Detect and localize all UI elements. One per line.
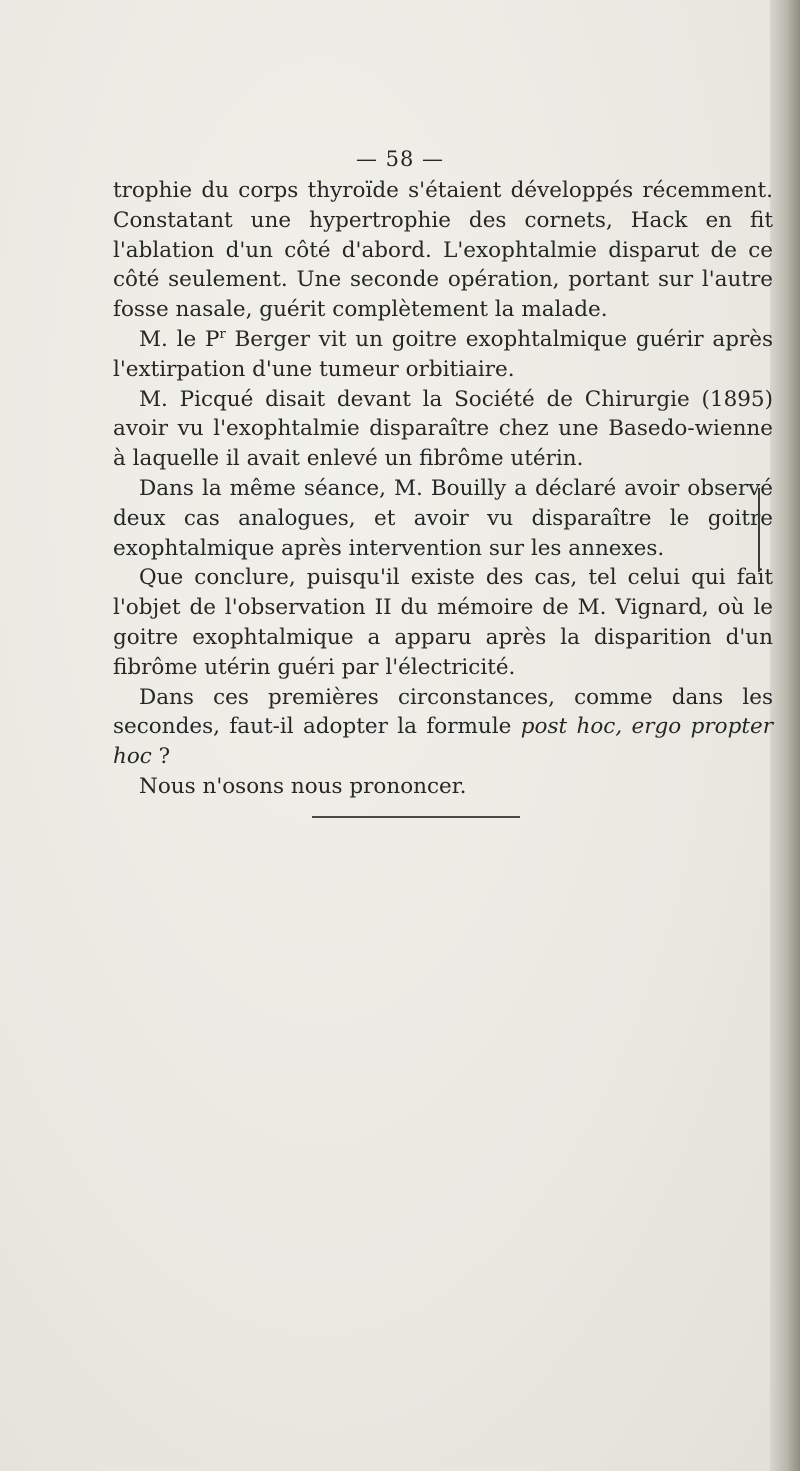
paragraph-conclusion: [113, 563, 773, 682]
paragraph-continuation: [113, 176, 773, 325]
paragraph-text-end: ?: [151, 744, 171, 770]
paragraph-text-start: Dans ces premières circonstances, comme dans les secondes, faut-il adopter la formule: [113, 684, 773, 740]
paragraph-text: M. Picqué disait devant la Société de Chirurgie (1895) avoir vu l'exophtalmie disparaître chez une Basedo-wienne à laquelle il avait enlevé un fibrôme utérin.: [113, 386, 773, 472]
paragraph-text-end: Berger vit un goitre exophtalmique guérir après l'extirpation d'une tumeur orbitiaire.: [113, 326, 773, 382]
paragraph-final: [113, 772, 773, 802]
paragraph-text: Que conclure, puisqu'il existe des cas, tel celui qui fait l'objet de l'observation II du mémoire de M. Vignard, où le goitre exophtalmique a apparu après la disparition d'un fibrôme utérin guéri par l'électricité.: [113, 565, 773, 680]
margin-bracket-mark: [752, 488, 760, 572]
paragraph-text: trophie du corps thyroïde s'étaient développés récemment. Constatant une hypertrophie des cornets, Hack en fit l'ablation d'un côté d'abord. L'exophtalmie disparut de ce côté seulement. Une seconde opération, portant sur l'autre fosse nasale, guérit complètement la malade.: [113, 178, 773, 323]
superscript-title: r: [219, 326, 226, 342]
page-number: — 58 —: [355, 147, 445, 171]
latin-formula: post hoc, ergo propter hoc: [113, 714, 773, 770]
paragraph-bouilly: [113, 474, 773, 563]
paragraph-picque: [113, 385, 773, 474]
body-text: [113, 176, 773, 802]
paragraph-text: Dans la même séance, M. Bouilly a déclaré avoir observé deux cas analogues, et avoir vu disparaître le goitre exophtalmique après intervention sur les annexes.: [113, 475, 773, 561]
paragraph-berger: [113, 325, 773, 385]
paragraph-question: [113, 683, 773, 772]
paragraph-text: Nous n'osons nous prononcer.: [139, 773, 467, 799]
section-end-rule: [312, 816, 520, 818]
paragraph-text-start: M. le P: [139, 326, 220, 352]
page-binding-edge: [770, 0, 800, 1471]
